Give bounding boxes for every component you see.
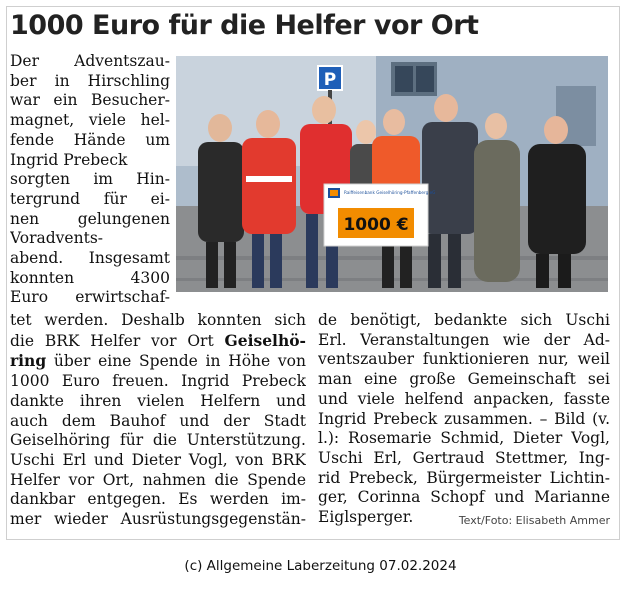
body-column-left bbox=[10, 311, 306, 530]
text-line: tet werden. Deshalb konnten sich bbox=[10, 311, 306, 329]
check-bank-name: Raiffeisenbank Geiselhöring-Pfaffenberg eG bbox=[344, 190, 436, 195]
text-line: dankte ihren vielen Helfern und bbox=[10, 391, 306, 410]
text-line: mer wieder Ausrüstungsgegenstän- bbox=[10, 510, 306, 529]
text-line: ger, Corinna Schopf und Marianne bbox=[318, 488, 610, 507]
text-line: man eine große Gemeinschaft sei bbox=[318, 370, 610, 389]
text-segment: über eine Spende in Höhe von bbox=[46, 352, 306, 371]
text-line: Der Adventszau- bbox=[10, 52, 170, 70]
article-photo bbox=[176, 56, 608, 292]
text-line: tergrund für ei- bbox=[10, 189, 170, 208]
text-line: de benötigt, bedankte sich Uschi bbox=[318, 311, 610, 329]
text-line: Voradvents- bbox=[10, 229, 104, 248]
text-line: auch dem Bauhof und der Stadt bbox=[10, 411, 306, 430]
headline: 1000 Euro für die Helfer vor Ort bbox=[10, 10, 479, 41]
text-line: l.): Rosemarie Schmid, Dieter Vogl, bbox=[318, 429, 610, 448]
text-line: Ingrid Prebeck bbox=[10, 150, 128, 169]
donation-check bbox=[324, 184, 435, 246]
text-line: Eiglsperger. bbox=[318, 508, 414, 527]
place-name-bold: Geiselhö- bbox=[224, 330, 306, 350]
text-line bbox=[10, 331, 306, 352]
text-segment: die BRK Helfer vor Ort bbox=[10, 331, 225, 350]
text-line: nen gelungenen bbox=[10, 209, 170, 228]
text-line: Helfer vor Ort, nahmen die Spende bbox=[10, 470, 306, 489]
photo-credit: Text/Foto: Elisabeth Ammer bbox=[458, 514, 610, 528]
text-line: sorgten im Hin- bbox=[10, 170, 170, 189]
text-line: dankbar entgegen. Es werden im- bbox=[10, 490, 306, 509]
last-line-with-credit bbox=[318, 508, 610, 528]
parking-sign-letter: P bbox=[323, 70, 337, 90]
text-line bbox=[10, 351, 306, 372]
check-amount: 1000 € bbox=[343, 215, 409, 235]
body-column-right bbox=[318, 311, 610, 531]
text-line: und viele helfend anpacken, fasste bbox=[318, 389, 610, 408]
text-line: ventszauber funktionieren nur, weil bbox=[318, 350, 610, 369]
text-line: Geiselhöring für die Unterstützung. bbox=[10, 431, 306, 450]
text-line: ber in Hirschling bbox=[10, 71, 170, 90]
text-line: konnten 4300 bbox=[10, 268, 170, 287]
text-line: 1000 Euro freuen. Ingrid Prebeck bbox=[10, 372, 306, 391]
text-line: fende Hände um bbox=[10, 130, 170, 149]
text-line: Euro erwirtschaf- bbox=[10, 288, 170, 307]
text-line: magnet, viele hel- bbox=[10, 111, 170, 130]
text-line: Ingrid Prebeck zusammen. – Bild (v. bbox=[318, 409, 610, 428]
text-line: Uschi Erl, Gertraud Stettmer, Ing- bbox=[318, 448, 610, 467]
text-line: abend. Insgesamt bbox=[10, 249, 170, 268]
intro-column bbox=[10, 52, 170, 308]
text-line: war ein Besucher- bbox=[10, 91, 170, 110]
text-line: Uschi Erl und Dieter Vogl, von BRK bbox=[10, 450, 306, 469]
text-line: Erl. Veranstaltungen wie der Ad- bbox=[318, 330, 610, 349]
text-line: rid Prebeck, Bürgermeister Lichtin- bbox=[318, 468, 610, 487]
place-name-bold: ring bbox=[10, 351, 47, 371]
source-footer: (c) Allgemeine Laberzeitung 07.02.2024 bbox=[184, 558, 457, 574]
